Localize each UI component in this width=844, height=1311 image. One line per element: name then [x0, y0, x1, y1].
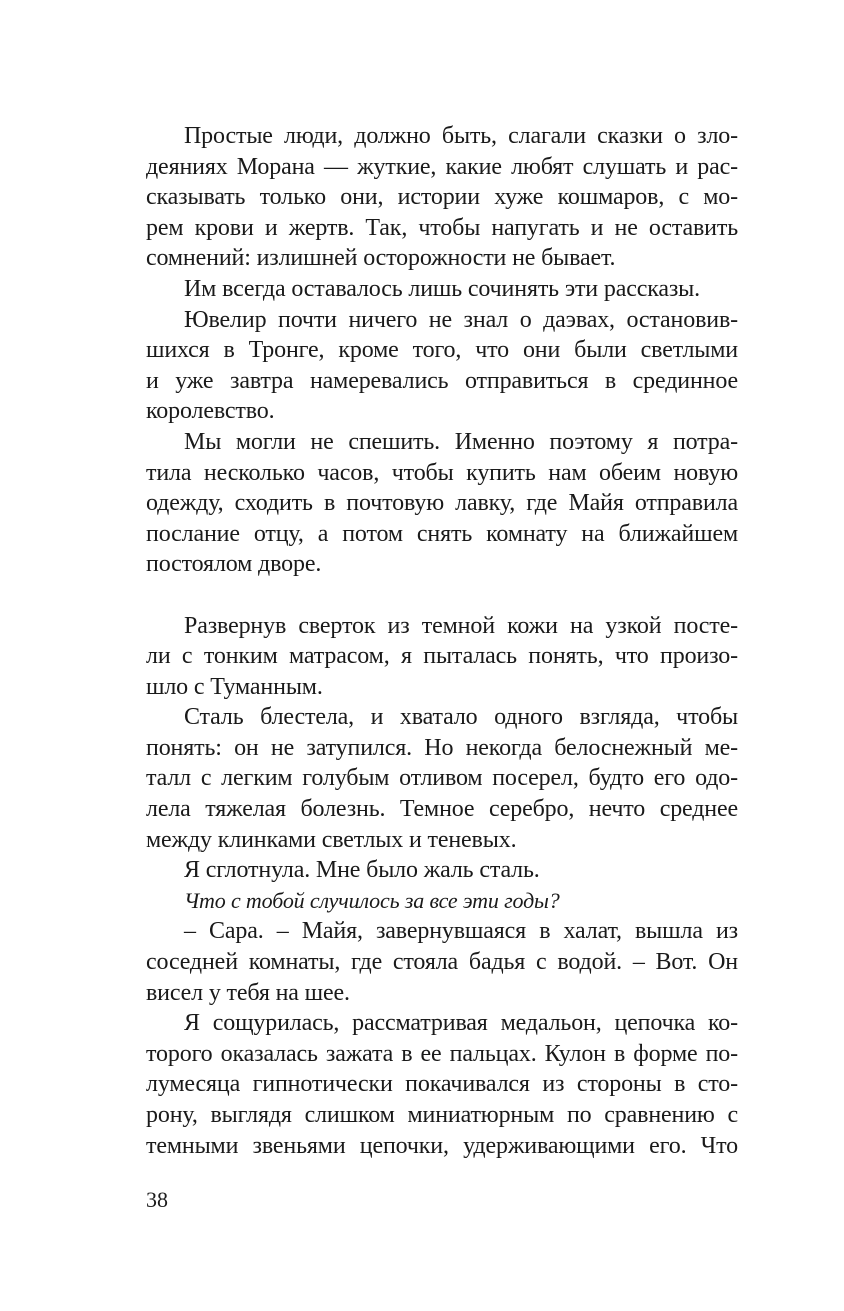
paragraph — [146, 611, 738, 703]
paragraph — [146, 916, 738, 1008]
text-line: тила несколько часов, чтобы купить нам обеим новую — [146, 459, 738, 486]
section-break — [146, 580, 738, 611]
text-line: королевство. — [146, 398, 275, 425]
paragraph — [146, 121, 738, 274]
text-line: ли с тонким матрасом, я пыталась понять, что произо- — [146, 643, 738, 670]
text-line: Сталь блестела, и хватало одного взгляда, чтобы — [184, 704, 738, 731]
text-line: лела тяжелая болезнь. Темное серебро, нечто среднее — [146, 796, 738, 823]
text-line: Мы могли не спешить. Именно поэтому я потра- — [184, 428, 738, 455]
text-line: Им всегда оставалось лишь сочинять эти рассказы. — [184, 275, 701, 302]
text-line: постоялом дворе. — [146, 551, 322, 578]
paragraph — [146, 427, 738, 580]
text-line: Ювелир почти ничего не знал о даэвах, остановив- — [184, 306, 738, 333]
text-line: Что с тобой случилось за все эти годы? — [184, 887, 560, 913]
text-line: послание отцу, а потом снять комнату на ближайшем — [146, 520, 738, 547]
paragraph — [146, 274, 738, 305]
text-line: шло с Туманным. — [146, 673, 323, 700]
text-line: торого оказалась зажата в ее пальцах. Кулон в форме по- — [146, 1040, 738, 1067]
text-line: Развернув сверток из темной кожи на узкой посте- — [184, 612, 738, 639]
text-line: темными звеньями цепочки, удерживающими его. Что — [146, 1132, 738, 1159]
paragraph — [146, 702, 738, 855]
text-line: шихся в Тронге, кроме того, что они были светлыми — [146, 337, 738, 364]
paragraph — [146, 855, 738, 886]
text-line: между клинками светлых и теневых. — [146, 826, 517, 853]
text-line: Простые люди, должно быть, слагали сказки о зло- — [184, 123, 738, 149]
paragraph — [146, 1008, 738, 1161]
page-number: 38 — [146, 1187, 168, 1212]
text-line: соседней комнаты, где стояла бадья с водой. – Вот. Он — [146, 949, 738, 976]
text-line: и уже завтра намеревались отправиться в срединное — [146, 367, 738, 394]
text-line: одежду, сходить в почтовую лавку, где Майя отправила — [146, 490, 738, 517]
text-line: висел у тебя на шее. — [146, 979, 350, 1006]
text-line: сказывать только они, истории хуже кошмаров, с мо- — [146, 184, 738, 211]
text-line: талл с легким голубым отливом посерел, будто его одо- — [146, 765, 738, 792]
text-line: деяниях Морана — жуткие, какие любят слушать и рас- — [146, 153, 738, 180]
text-line: сомнений: излишней осторожности не бывает. — [146, 245, 616, 272]
paragraph-italic — [146, 886, 738, 917]
text-line: Я сощурилась, рассматривая медальон, цепочка ко- — [184, 1010, 738, 1037]
text-line: рем крови и жертв. Так, чтобы напугать и не оставить — [146, 214, 738, 241]
text-line: рону, выглядя слишком миниатюрным по сравнению с — [146, 1102, 738, 1128]
text-line: лумесяца гипнотически покачивался из стороны в сто- — [146, 1071, 738, 1098]
page-text — [146, 121, 738, 1161]
paragraph — [146, 305, 738, 427]
text-line: Я сглотнула. Мне было жаль сталь. — [184, 857, 540, 884]
text-line: – Сара. – Майя, завернувшаяся в халат, вышла из — [184, 918, 738, 945]
text-line: понять: он не затупился. Но некогда белоснежный ме- — [146, 734, 738, 761]
